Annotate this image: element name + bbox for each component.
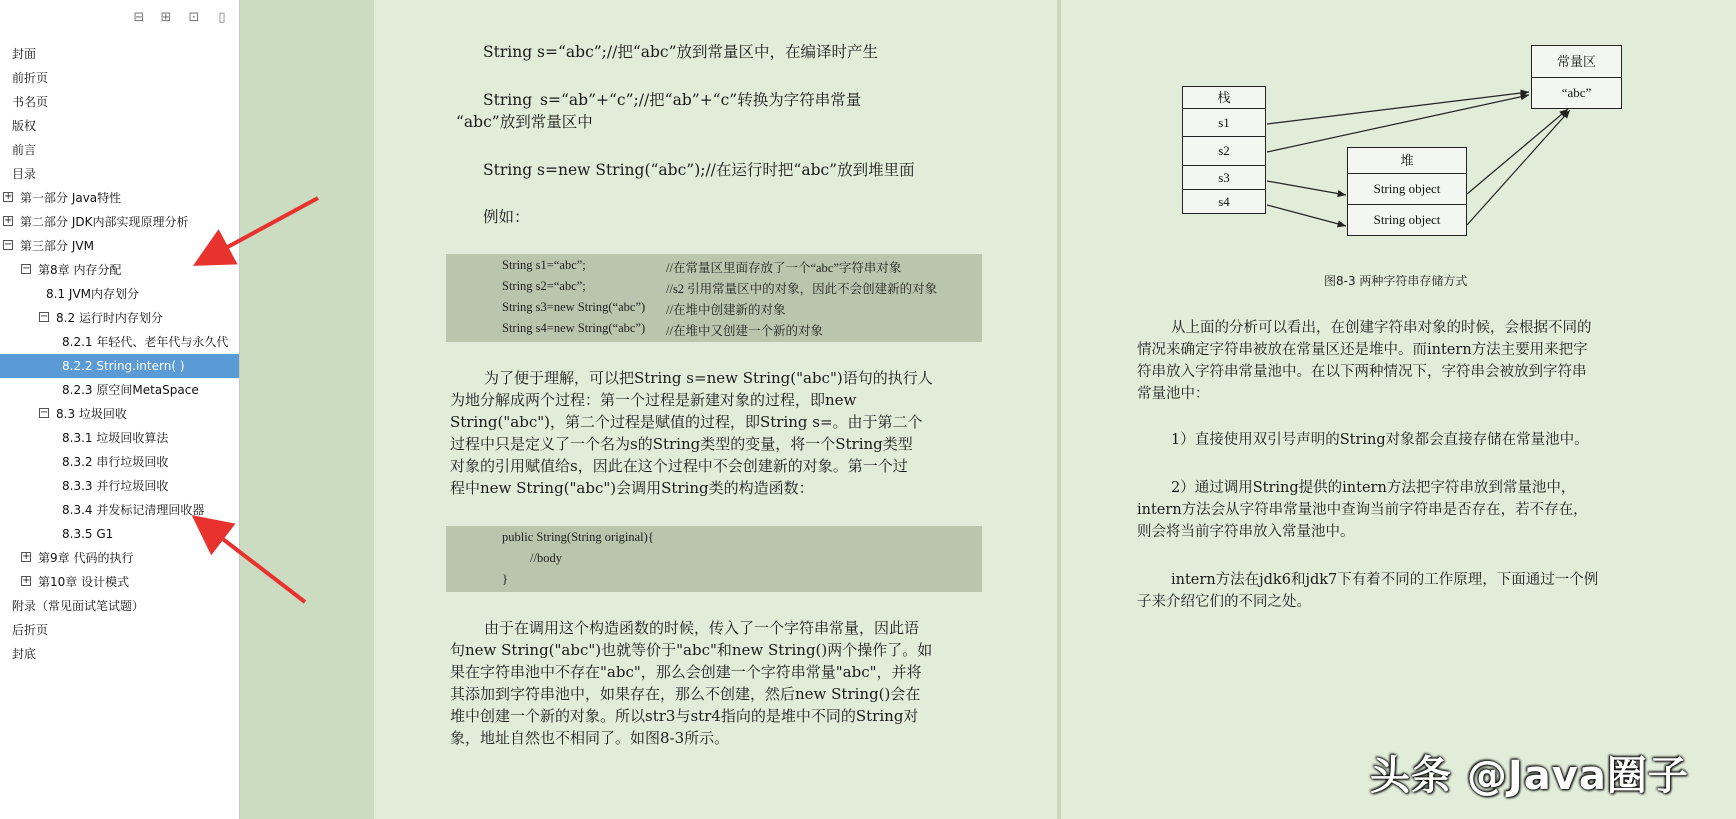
collapse-all-icon[interactable]: ⊟ (133, 10, 145, 25)
bookmark-label: 8.3.1 垃圾回收算法 (62, 431, 169, 445)
bookmark-item[interactable] (0, 234, 239, 258)
code-block-1 (446, 254, 982, 342)
figure-caption: 图8-3 两种字符串存储方式 (1324, 274, 1468, 288)
collapse-icon[interactable]: − (40, 407, 49, 418)
stack-var-s2: s2 (1182, 136, 1266, 166)
left-page (374, 0, 1057, 819)
expand-icon[interactable]: + (22, 551, 31, 562)
text-line: 2）通过调用String提供的intern方法把字符串放到常量池中， (1171, 480, 1576, 496)
bookmark-item[interactable] (0, 138, 239, 162)
text-line: 为地分解成两个过程：第一个过程是新建对象的过程，即new (450, 391, 857, 409)
text-line: 象，地址自然也不相同了。如图8-3所示。 (450, 729, 730, 747)
code-line: String s3=new String(“abc”) (502, 300, 646, 314)
stack-title: 栈 (1182, 86, 1266, 109)
bookmark-label: 8.2.1 年轻代、老年代与永久代 (62, 335, 229, 349)
bookmark-item[interactable] (0, 474, 239, 498)
bookmark-sidebar (0, 0, 240, 819)
code-comment: //在常量区里面存放了一个“abc”字符串对象 (666, 261, 902, 275)
text-line: intern方法在jdk6和jdk7下有着不同的工作原理，下面通过一个例 (1171, 572, 1599, 588)
bookmark-label: 8.3.5 G1 (62, 527, 114, 541)
bookmark-item[interactable] (0, 42, 239, 66)
bookmark-label: 前折页 (12, 71, 49, 85)
pool-title: 常量区 (1531, 45, 1622, 78)
bookmark-label: 第8章 内存分配 (38, 263, 122, 277)
bookmark-tree (0, 42, 239, 666)
bookmark-item[interactable] (0, 546, 239, 570)
bookmark-item[interactable] (0, 66, 239, 90)
collapse-icon[interactable]: − (22, 263, 31, 274)
bookmark-label: 封面 (12, 47, 37, 61)
code-comment: //在堆中又创建一个新的对象 (666, 324, 823, 338)
bookmark-icon[interactable]: ▯ (218, 10, 226, 25)
code-line: String s2=“abc”; (502, 279, 586, 293)
line-p3: String s=new String(“abc”);//在运行时把“abc”放到堆里面 (483, 161, 915, 179)
watermark: 头条 @Java圈子 (1370, 753, 1689, 799)
text-line: 其添加到字符串池中，如果存在，那么不创建，然后new String()会在 (450, 685, 921, 703)
pool-value: “abc” (1531, 77, 1622, 109)
expand-all-icon[interactable]: ⊞ (160, 10, 172, 25)
text-line: String("abc")，第二个过程是赋值的过程，即String s=。由于第二个 (450, 413, 923, 431)
text-line: 子来介绍它们的不同之处。 (1137, 594, 1311, 610)
bookmark-item[interactable] (0, 114, 239, 138)
stack-var-s3: s3 (1182, 165, 1266, 190)
bookmark-item[interactable] (0, 642, 239, 666)
text-line: 程中new String("abc")会调用String类的构造函数： (450, 479, 814, 497)
bookmark-item[interactable] (0, 282, 239, 306)
bookmark-item[interactable] (0, 90, 239, 114)
bookmark-label: 第三部分 JVM (20, 239, 94, 253)
bookmark-label: 版权 (12, 119, 37, 133)
bookmark-label: 8.2 运行时内存划分 (56, 311, 163, 325)
collapse-icon[interactable]: − (4, 239, 13, 250)
expand-icon[interactable]: + (22, 575, 31, 586)
bookmark-label: 8.3.2 串行垃圾回收 (62, 455, 169, 469)
bookmark-item[interactable] (0, 426, 239, 450)
sidebar-toolbar (0, 0, 239, 36)
bookmark-item[interactable] (0, 210, 239, 234)
code-line: String s4=new String(“abc”) (502, 321, 646, 335)
bookmark-item[interactable] (0, 618, 239, 642)
bookmark-label: 目录 (12, 167, 37, 181)
bookmark-item[interactable] (0, 522, 239, 546)
bookmark-label: 第9章 代码的执行 (38, 551, 134, 565)
page-gutter (240, 0, 374, 819)
bookmark-label: 前言 (12, 143, 37, 157)
bookmark-label: 8.3.4 并发标记清理回收器 (62, 503, 205, 517)
code-comment: //s2 引用常量区中的对象，因此不会创建新的对象 (666, 282, 938, 296)
text-line: 句new String("abc")也就等价于"abc"和new String()两个操作了。如 (450, 641, 933, 659)
text-line: 常量池中： (1137, 386, 1210, 402)
bookmark-label: 第一部分 Java特性 (20, 191, 122, 205)
stack-var-s4: s4 (1182, 189, 1266, 214)
code-comment: //在堆中创建新的对象 (666, 303, 786, 317)
bookmark-label: 书名页 (12, 95, 49, 109)
text-line: 由于在调用这个构造函数的时候，传入了一个字符串常量，因此语 (484, 619, 920, 637)
bookmark-label: 附录（常见面试笔试题） (12, 599, 145, 613)
line-p2b: “abc”放到常量区中 (456, 113, 593, 131)
text-line: 对象的引用赋值给s，因此在这个过程中不会创建新的对象。第一个过 (450, 457, 908, 475)
expand-icon[interactable]: + (4, 215, 13, 226)
bookmark-label: 第二部分 JDK内部实现原理分析 (20, 215, 189, 229)
line-p4: 例如： (483, 208, 530, 226)
code-line: public String(String original){ (502, 530, 654, 544)
bookmark-item[interactable] (0, 594, 239, 618)
bookmark-item[interactable] (0, 258, 239, 282)
text-line: 情况来确定字符串被放在常量区还是堆中。而intern方法主要用来把字 (1137, 342, 1588, 358)
bookmark-label: 后折页 (12, 623, 49, 637)
bookmark-item[interactable] (0, 186, 239, 210)
text-line: 堆中创建一个新的对象。所以str3与str4指向的是堆中不同的String对 (450, 707, 919, 725)
code-line: } (502, 572, 508, 586)
bookmark-item[interactable] (0, 450, 239, 474)
bookmark-item[interactable] (0, 306, 239, 330)
code-block-2 (446, 526, 982, 592)
bookmark-label: 8.3.3 并行垃圾回收 (62, 479, 169, 493)
text-line: 符串放入字符串常量池中。在以下两种情况下，字符串会被放到字符串 (1137, 364, 1587, 380)
bookmark-label: 8.3 垃圾回收 (56, 407, 127, 421)
text-line: intern方法会从字符串常量池中查询当前字符串是否存在，若不存在， (1137, 502, 1588, 518)
heap-object-1: String object (1347, 173, 1467, 205)
expand-icon[interactable]: + (4, 191, 13, 202)
list-item-1: 1）直接使用双引号声明的String对象都会直接存储在常量池中。 (1171, 432, 1589, 448)
bookmark-item[interactable] (0, 330, 239, 354)
code-line: String s1=“abc”; (502, 258, 586, 272)
bookmark-item[interactable] (0, 354, 239, 378)
code-line: //body (530, 551, 562, 565)
heap-object-2: String object (1347, 204, 1467, 236)
text-line: 为了便于理解，可以把String s=new String("abc")语句的执行人 (484, 369, 933, 387)
add-bookmark-icon[interactable]: ⊡ (188, 10, 200, 25)
bookmark-item[interactable] (0, 378, 239, 402)
line-p2a: String s=“ab”+“c”;//把“ab”+“c”转换为字符串常量 (483, 91, 862, 109)
string-storage-diagram (1170, 40, 1630, 250)
text-line: 则会将当前字符串放入常量池中。 (1137, 524, 1355, 540)
text-line: 从上面的分析可以看出，在创建字符串对象的时候，会根据不同的 (1171, 320, 1592, 336)
bookmark-label: 8.2.3 原空间MetaSpace (62, 383, 199, 397)
bookmark-item[interactable] (0, 162, 239, 186)
text-line: 果在字符串池中不存在"abc"，那么会创建一个字符串常量"abc"，并将 (450, 663, 922, 681)
bookmark-item[interactable] (0, 498, 239, 522)
bookmark-label: 第10章 设计模式 (38, 575, 130, 589)
bookmark-item[interactable] (0, 570, 239, 594)
bookmark-label: 8.2.2 String.intern( ) (62, 359, 185, 373)
heap-title: 堆 (1347, 147, 1467, 174)
text-line: 过程中只是定义了一个名为s的String类型的变量，将一个String类型 (450, 435, 913, 453)
collapse-icon[interactable]: − (40, 311, 49, 322)
line-p1: String s=“abc”;//把“abc”放到常量区中，在编译时产生 (483, 43, 879, 61)
bookmark-label: 封底 (12, 647, 37, 661)
bookmark-label: 8.1 JVM内存划分 (46, 287, 140, 301)
stack-var-s1: s1 (1182, 108, 1266, 137)
bookmark-item[interactable] (0, 402, 239, 426)
